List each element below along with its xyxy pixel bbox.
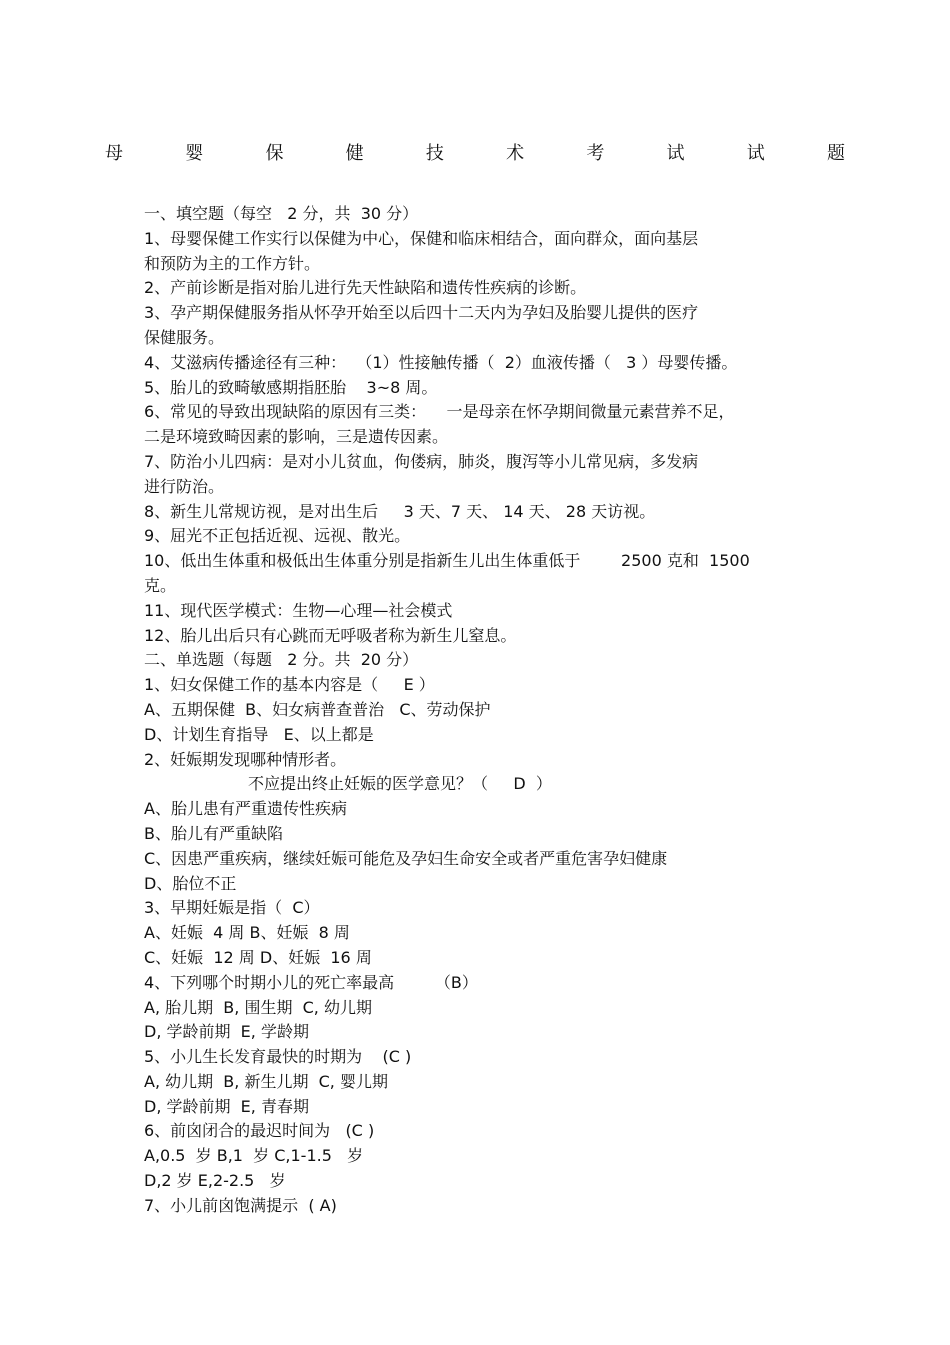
text-line: 10、低出生体重和极低出生体重分别是指新生儿出生体重低于 2500 克和 1500 bbox=[144, 551, 750, 571]
text-line: A、五期保健 B、妇女病普查普治 C、劳动保护 bbox=[144, 699, 491, 719]
title-char: 题 bbox=[826, 143, 845, 164]
text-line: A, 胎儿期 B, 围生期 C, 幼儿期 bbox=[144, 997, 372, 1017]
title-char: 技 bbox=[425, 143, 444, 164]
text-line: D、计划生育指导 E、以上都是 bbox=[144, 724, 374, 744]
text-line: 2、妊娠期发现哪种情形者。 bbox=[144, 749, 347, 769]
text-line: D, 学龄前期 E, 学龄期 bbox=[144, 1022, 309, 1042]
text-line: 9、屈光不正包括近视、远视、散光。 bbox=[144, 526, 411, 546]
text-line: D、胎位不正 bbox=[144, 873, 237, 893]
text-line: C、妊娠 12 周 D、妊娠 16 周 bbox=[144, 947, 372, 967]
text-line: 3、孕产期保健服务指从怀孕开始至以后四十二天内为孕妇及胎婴儿提供的医疗 bbox=[144, 303, 699, 323]
section-heading-single-choice: 二、单选题（每题 2 分。共 20 分） bbox=[144, 650, 419, 670]
text-line: 8、新生儿常规访视，是对出生后 3 天、7 天、 14 天、 28 天访视。 bbox=[144, 501, 656, 521]
text-line: C、因患严重疾病，继续妊娠可能危及孕妇生命安全或者严重危害孕妇健康 bbox=[144, 848, 668, 868]
text-line: D, 学龄前期 E, 青春期 bbox=[144, 1096, 309, 1116]
text-line: 6、前囟闭合的最迟时间为 (C ) bbox=[144, 1121, 375, 1141]
text-line: 3、早期妊娠是指（ C） bbox=[144, 898, 320, 918]
text-line: 5、胎儿的致畸敏感期指胚胎 3~8 周。 bbox=[144, 377, 438, 397]
title-char: 试 bbox=[746, 143, 765, 164]
text-line: 4、艾滋病传播途径有三种： （1）性接触传播（ 2）血液传播（ 3 ）母婴传播。 bbox=[144, 352, 738, 372]
text-line: 二是环境致畸因素的影响，三是遗传因素。 bbox=[144, 427, 449, 447]
text-line: D,2 岁 E,2-2.5 岁 bbox=[144, 1171, 286, 1191]
text-line: 12、胎儿出后只有心跳而无呼吸者称为新生儿窒息。 bbox=[144, 625, 517, 645]
text-line: 保健服务。 bbox=[144, 327, 225, 347]
text-line: 7、防治小儿四病：是对小儿贫血，佝偻病，肺炎，腹泻等小儿常见病，多发病 bbox=[144, 451, 699, 471]
section-heading-fill-blank: 一、填空题（每空 2 分，共 30 分） bbox=[144, 204, 419, 223]
text-line: 1、妇女保健工作的基本内容是（ E ） bbox=[144, 675, 435, 695]
text-line: 4、下列哪个时期小儿的死亡率最高 （B） bbox=[144, 972, 478, 992]
text-line: A,0.5 岁 B,1 岁 C,1-1.5 岁 bbox=[144, 1146, 364, 1166]
text-line: 7、小儿前囟饱满提示 ( A) bbox=[144, 1195, 337, 1215]
text-line: A, 幼儿期 B, 新生儿期 C, 婴儿期 bbox=[144, 1071, 388, 1091]
title-char: 术 bbox=[506, 143, 525, 164]
title-char: 健 bbox=[345, 143, 364, 164]
text-line: 2、产前诊断是指对胎儿进行先天性缺陷和遗传性疾病的诊断。 bbox=[144, 278, 587, 298]
title-char: 保 bbox=[265, 143, 284, 164]
text-line: B、胎儿有严重缺陷 bbox=[144, 823, 283, 843]
text-line: 克。 bbox=[144, 575, 177, 595]
document-body bbox=[144, 202, 824, 1219]
text-line: 5、小儿生长发育最快的时期为 (C ) bbox=[144, 1047, 412, 1067]
text-line: 6、常见的导致出现缺陷的原因有三类： 一是母亲在怀孕期间微量元素营养不足， bbox=[144, 402, 735, 422]
text-line: A、妊娠 4 周 B、妊娠 8 周 bbox=[144, 923, 350, 943]
title-char: 考 bbox=[586, 143, 605, 164]
text-line: 和预防为主的工作方针。 bbox=[144, 253, 321, 273]
title-char: 母 bbox=[105, 143, 123, 164]
text-line: 11、现代医学模式：生物—心理—社会模式 bbox=[144, 600, 453, 620]
title-char: 婴 bbox=[185, 143, 204, 164]
title-char: 试 bbox=[666, 143, 685, 164]
text-line: 进行防治。 bbox=[144, 476, 225, 496]
page-title bbox=[105, 142, 845, 166]
text-line: A、胎儿患有严重遗传性疾病 bbox=[144, 799, 347, 819]
text-line: 不应提出终止妊娠的医学意见？（ D ） bbox=[248, 774, 552, 794]
text-line: 1、母婴保健工作实行以保健为中心，保健和临床相结合，面向群众，面向基层 bbox=[144, 228, 699, 248]
